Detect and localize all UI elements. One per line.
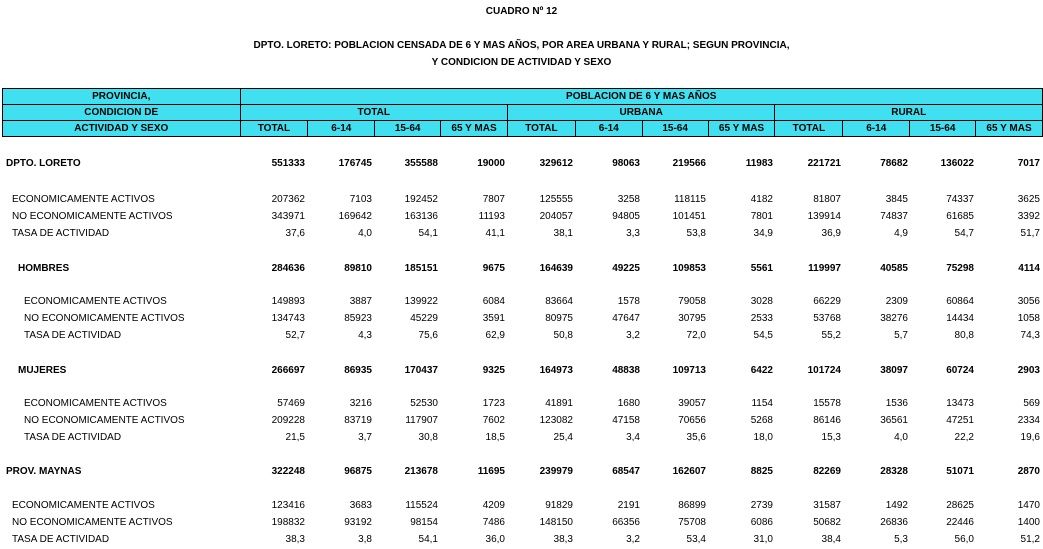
cell-value: 7807 <box>482 194 505 205</box>
cell-value: 162607 <box>672 466 706 477</box>
cell-value: 4114 <box>1018 263 1040 274</box>
cell-value: 80,8 <box>954 330 974 341</box>
cell-value: 4,3 <box>358 330 372 341</box>
cell-value: 9325 <box>482 365 505 376</box>
cell-value: 7801 <box>750 211 773 222</box>
cell-value: 22,2 <box>954 432 974 443</box>
cell-value: 11695 <box>477 466 505 477</box>
cell-value: 204057 <box>539 211 573 222</box>
cell-value: 28328 <box>880 466 908 477</box>
cell-value: 5268 <box>750 415 773 426</box>
cell-value: 7017 <box>1017 158 1040 169</box>
header-col: 65 Y MAS <box>708 121 775 137</box>
cell-value: 54,5 <box>753 330 773 341</box>
table-row <box>2 414 1042 428</box>
cell-value: 4,0 <box>894 432 908 443</box>
cell-value: 31,0 <box>753 534 773 545</box>
cell-value: 34,9 <box>753 228 773 239</box>
table-title-line-2: Y CONDICION DE ACTIVIDAD Y SEXO <box>431 57 612 68</box>
cell-value: 38,3 <box>285 534 305 545</box>
cell-value: 1058 <box>1017 313 1040 324</box>
cell-value: 2334 <box>1017 415 1040 426</box>
cell-value: 3392 <box>1017 211 1040 222</box>
cell-value: 15578 <box>813 398 841 409</box>
cell-value: 83664 <box>545 296 573 307</box>
cell-value: 192452 <box>404 194 438 205</box>
cell-value: 3,8 <box>358 534 372 545</box>
cell-value: 75,6 <box>418 330 438 341</box>
cell-value: 329612 <box>539 158 573 169</box>
cell-value: 51,7 <box>1020 228 1040 239</box>
cell-value: 6084 <box>482 296 505 307</box>
cell-value: 57469 <box>277 398 305 409</box>
cell-value: 72,0 <box>686 330 706 341</box>
cell-value: 86935 <box>344 365 372 376</box>
cell-value: 93192 <box>344 517 372 528</box>
row-label: NO ECONOMICAMENTE ACTIVOS <box>24 313 185 324</box>
cell-value: 45229 <box>410 313 438 324</box>
header-provincia-line-1: PROVINCIA, <box>3 89 241 105</box>
cell-value: 75298 <box>946 263 974 274</box>
table-row <box>2 312 1042 326</box>
cell-value: 3,3 <box>626 228 640 239</box>
header-group-total: TOTAL <box>240 105 507 121</box>
cell-value: 52530 <box>410 398 438 409</box>
cell-value: 31587 <box>813 500 841 511</box>
cell-value: 1470 <box>1017 500 1040 511</box>
cell-value: 60864 <box>946 296 974 307</box>
cell-value: 11193 <box>478 211 505 222</box>
cell-value: 7103 <box>349 194 372 205</box>
cell-value: 118115 <box>674 194 706 205</box>
cell-value: 284636 <box>271 263 305 274</box>
cell-value: 61685 <box>946 211 974 222</box>
cell-value: 3887 <box>349 296 372 307</box>
cell-value: 79058 <box>678 296 706 307</box>
cell-value: 36561 <box>880 415 908 426</box>
cell-value: 170437 <box>404 365 438 376</box>
header-col: TOTAL <box>775 121 843 137</box>
cell-value: 13473 <box>946 398 974 409</box>
table-row <box>2 516 1042 530</box>
cell-value: 18,5 <box>485 432 505 443</box>
table-row <box>2 465 1042 479</box>
table-row <box>2 533 1042 547</box>
cell-value: 148150 <box>539 517 573 528</box>
header-col: TOTAL <box>507 121 575 137</box>
cell-value: 5,7 <box>894 330 908 341</box>
header-poblacion: POBLACION DE 6 Y MAS AÑOS <box>240 89 1043 105</box>
header-col: 65 Y MAS <box>976 121 1043 137</box>
header-col: 15-64 <box>910 121 976 137</box>
cell-value: 54,7 <box>954 228 974 239</box>
cell-value: 66229 <box>813 296 841 307</box>
cell-value: 219566 <box>672 158 706 169</box>
row-label: HOMBRES <box>18 263 70 274</box>
table-row <box>2 397 1042 411</box>
cell-value: 39057 <box>678 398 706 409</box>
cell-value: 38,3 <box>553 534 573 545</box>
cell-value: 78682 <box>880 158 908 169</box>
cell-value: 49225 <box>612 263 640 274</box>
table-row <box>2 193 1042 207</box>
cell-value: 123416 <box>271 500 305 511</box>
table-title-line-1: DPTO. LORETO: POBLACION CENSADA DE 6 Y MAS AÑOS, POR AREA URBANA Y RURAL; SEGUN PROVINCIA, <box>253 40 790 51</box>
cell-value: 98154 <box>410 517 438 528</box>
cell-value: 3625 <box>1017 194 1040 205</box>
cell-value: 1492 <box>885 500 908 511</box>
cell-value: 81807 <box>813 194 841 205</box>
cell-value: 54,1 <box>418 534 438 545</box>
cell-value: 3258 <box>617 194 640 205</box>
cell-value: 47158 <box>612 415 640 426</box>
cell-value: 22446 <box>946 517 974 528</box>
cell-value: 3,4 <box>626 432 640 443</box>
cell-value: 3,2 <box>626 534 640 545</box>
cell-value: 6086 <box>750 517 773 528</box>
cell-value: 15,3 <box>821 432 841 443</box>
cell-value: 209228 <box>271 415 305 426</box>
cell-value: 4,0 <box>358 228 372 239</box>
cell-value: 4209 <box>482 500 505 511</box>
cell-value: 62,9 <box>485 330 505 341</box>
cell-value: 47251 <box>946 415 974 426</box>
cell-value: 35,6 <box>686 432 706 443</box>
cell-value: 38,4 <box>821 534 841 545</box>
table-row <box>2 499 1042 513</box>
cell-value: 56,0 <box>954 534 974 545</box>
table-row <box>2 157 1042 171</box>
row-label: TASA DE ACTIVIDAD <box>12 534 110 545</box>
cell-value: 3056 <box>1017 296 1040 307</box>
table-row <box>2 329 1042 343</box>
row-label: DPTO. LORETO <box>6 158 81 169</box>
table-row <box>2 262 1042 276</box>
cell-value: 163136 <box>404 211 438 222</box>
cell-value: 55,2 <box>821 330 841 341</box>
cell-value: 213678 <box>404 466 438 477</box>
row-label: NO ECONOMICAMENTE ACTIVOS <box>12 517 173 528</box>
cell-value: 198832 <box>271 517 305 528</box>
cell-value: 3,2 <box>626 330 640 341</box>
cell-value: 109853 <box>672 263 706 274</box>
cell-value: 18,0 <box>753 432 773 443</box>
cell-value: 80975 <box>545 313 573 324</box>
cell-value: 19000 <box>477 158 505 169</box>
cell-value: 4182 <box>750 194 773 205</box>
cell-value: 75708 <box>678 517 706 528</box>
cell-value: 89810 <box>344 263 372 274</box>
cell-value: 26836 <box>880 517 908 528</box>
cell-value: 2739 <box>750 500 773 511</box>
cell-value: 68547 <box>612 466 640 477</box>
cell-value: 7602 <box>482 415 505 426</box>
cell-value: 74837 <box>880 211 908 222</box>
table-header <box>2 88 1043 137</box>
cell-value: 5561 <box>750 263 773 274</box>
table-row <box>2 431 1042 445</box>
cell-value: 355588 <box>404 158 438 169</box>
cell-value: 38276 <box>880 313 908 324</box>
cell-value: 53768 <box>813 313 841 324</box>
cell-value: 47647 <box>612 313 640 324</box>
header-col: 15-64 <box>375 121 441 137</box>
cell-value: 2903 <box>1017 365 1040 376</box>
cell-value: 6422 <box>750 365 773 376</box>
cell-value: 91829 <box>545 500 573 511</box>
cell-value: 38,1 <box>553 228 573 239</box>
cell-value: 41,1 <box>485 228 505 239</box>
cell-value: 115524 <box>405 500 438 511</box>
cell-value: 125555 <box>539 194 573 205</box>
row-label: PROV. MAYNAS <box>6 466 82 477</box>
row-label: ECONOMICAMENTE ACTIVOS <box>24 296 167 307</box>
cell-value: 53,8 <box>686 228 706 239</box>
cell-value: 14434 <box>946 313 974 324</box>
cell-value: 9675 <box>482 263 505 274</box>
table-row <box>2 295 1042 309</box>
cell-value: 60724 <box>946 365 974 376</box>
cell-value: 551333 <box>271 158 305 169</box>
cell-value: 30,8 <box>418 432 438 443</box>
cell-value: 1536 <box>885 398 908 409</box>
cell-value: 139922 <box>404 296 438 307</box>
cell-value: 8825 <box>750 466 773 477</box>
cell-value: 3,7 <box>358 432 372 443</box>
cell-value: 48838 <box>612 365 640 376</box>
header-group-urbana: URBANA <box>507 105 774 121</box>
header-group-rural: RURAL <box>775 105 1043 121</box>
cell-value: 2870 <box>1017 466 1040 477</box>
cell-value: 1723 <box>482 398 505 409</box>
table-row <box>2 210 1042 224</box>
cell-value: 30795 <box>678 313 706 324</box>
cell-value: 86146 <box>813 415 841 426</box>
cell-value: 2191 <box>617 500 640 511</box>
cell-value: 83719 <box>344 415 372 426</box>
cell-value: 1680 <box>617 398 640 409</box>
cell-value: 36,0 <box>485 534 505 545</box>
cell-value: 343971 <box>271 211 305 222</box>
cell-value: 185151 <box>404 263 438 274</box>
row-label: NO ECONOMICAMENTE ACTIVOS <box>12 211 173 222</box>
cell-value: 3591 <box>482 313 505 324</box>
row-label: TASA DE ACTIVIDAD <box>12 228 110 239</box>
cell-value: 1154 <box>751 398 773 409</box>
cell-value: 109713 <box>672 365 706 376</box>
row-label: TASA DE ACTIVIDAD <box>24 432 122 443</box>
cell-value: 70656 <box>678 415 706 426</box>
cell-value: 2309 <box>885 296 908 307</box>
cell-value: 149893 <box>271 296 305 307</box>
cell-value: 569 <box>1023 398 1040 409</box>
cell-value: 51,2 <box>1020 534 1040 545</box>
cell-value: 96875 <box>344 466 372 477</box>
table-row <box>2 364 1042 378</box>
cell-value: 207362 <box>271 194 305 205</box>
cell-value: 123082 <box>539 415 573 426</box>
cell-value: 3028 <box>750 296 773 307</box>
header-col: 65 Y MAS <box>441 121 508 137</box>
cell-value: 53,4 <box>686 534 706 545</box>
cell-value: 94805 <box>612 211 640 222</box>
cell-value: 136022 <box>940 158 974 169</box>
cell-value: 266697 <box>271 365 305 376</box>
cell-value: 52,7 <box>285 330 305 341</box>
cell-value: 3845 <box>885 194 908 205</box>
cuadro-number: CUADRO Nº 12 <box>485 6 558 17</box>
cell-value: 74,3 <box>1020 330 1040 341</box>
cell-value: 134743 <box>271 313 305 324</box>
cell-value: 164973 <box>539 365 573 376</box>
cell-value: 85923 <box>344 313 372 324</box>
cell-value: 1578 <box>617 296 640 307</box>
cell-value: 164639 <box>539 263 573 274</box>
cell-value: 7486 <box>482 517 505 528</box>
cell-value: 139914 <box>807 211 841 222</box>
cell-value: 21,5 <box>285 432 305 443</box>
cell-value: 36,9 <box>821 228 841 239</box>
header-provincia-line-3: ACTIVIDAD Y SEXO <box>3 121 241 137</box>
row-label: ECONOMICAMENTE ACTIVOS <box>12 500 155 511</box>
header-col: 6-14 <box>575 121 642 137</box>
cell-value: 25,4 <box>553 432 573 443</box>
header-col: TOTAL <box>240 121 308 137</box>
cell-value: 169642 <box>338 211 372 222</box>
cell-value: 101451 <box>672 211 706 222</box>
table-row <box>2 227 1042 241</box>
cell-value: 117907 <box>405 415 438 426</box>
cell-value: 2533 <box>750 313 773 324</box>
row-label: TASA DE ACTIVIDAD <box>24 330 122 341</box>
row-label: ECONOMICAMENTE ACTIVOS <box>24 398 167 409</box>
header-col: 6-14 <box>308 121 375 137</box>
cell-value: 37,6 <box>285 228 305 239</box>
cell-value: 54,1 <box>418 228 438 239</box>
cell-value: 74337 <box>946 194 974 205</box>
cell-value: 4,9 <box>894 228 908 239</box>
cell-value: 82269 <box>813 466 841 477</box>
row-label: MUJERES <box>18 365 67 376</box>
row-label: ECONOMICAMENTE ACTIVOS <box>12 194 155 205</box>
cell-value: 28625 <box>946 500 974 511</box>
cell-value: 3683 <box>349 500 372 511</box>
cell-value: 98063 <box>612 158 640 169</box>
header-col: 15-64 <box>642 121 708 137</box>
cell-value: 119997 <box>808 263 841 274</box>
cell-value: 101724 <box>807 365 841 376</box>
cell-value: 86899 <box>678 500 706 511</box>
cell-value: 66356 <box>612 517 640 528</box>
cell-value: 322248 <box>271 466 305 477</box>
cell-value: 239979 <box>539 466 573 477</box>
header-provincia-line-2: CONDICION DE <box>3 105 241 121</box>
cell-value: 51071 <box>946 466 974 477</box>
cell-value: 38097 <box>880 365 908 376</box>
row-label: NO ECONOMICAMENTE ACTIVOS <box>24 415 185 426</box>
cell-value: 5,3 <box>894 534 908 545</box>
cell-value: 11983 <box>745 158 773 169</box>
cell-value: 41891 <box>545 398 573 409</box>
cell-value: 50682 <box>813 517 841 528</box>
cell-value: 3216 <box>349 398 372 409</box>
cell-value: 40585 <box>880 263 908 274</box>
header-col: 6-14 <box>843 121 910 137</box>
cell-value: 1400 <box>1017 517 1040 528</box>
cell-value: 221721 <box>807 158 841 169</box>
cell-value: 176745 <box>338 158 372 169</box>
cell-value: 19,6 <box>1020 432 1040 443</box>
cell-value: 50,8 <box>553 330 573 341</box>
